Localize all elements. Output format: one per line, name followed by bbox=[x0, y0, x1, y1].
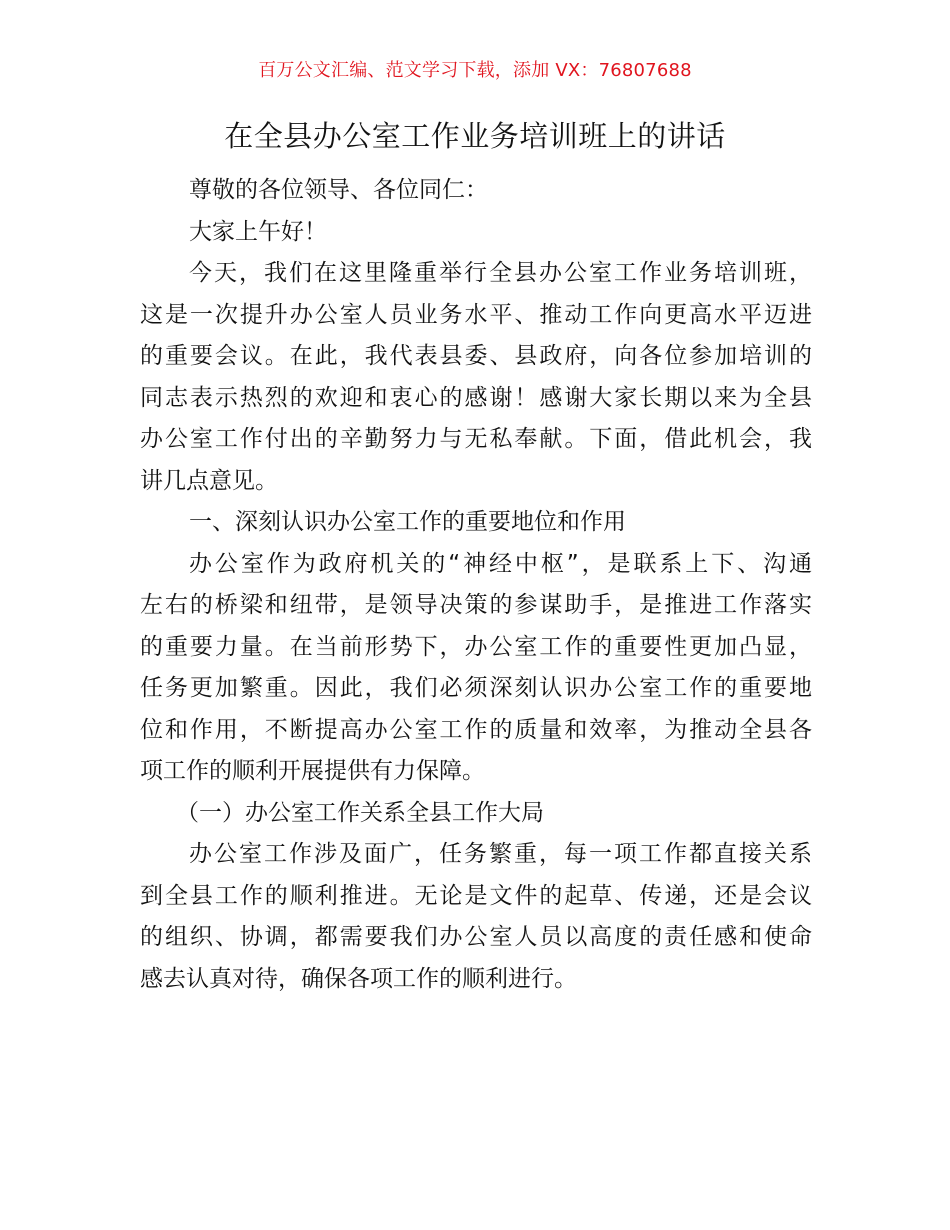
heading-line: 一、深刻认识办公室工作的重要地位和作用 bbox=[189, 509, 626, 535]
greeting bbox=[140, 212, 812, 254]
salutation-line: 尊敬的各位领导、各位同仁： bbox=[189, 177, 488, 203]
document-body bbox=[140, 170, 812, 1000]
text-line: 的重要会议。在此，我代表县委、县政府，向各位参加培训的 bbox=[140, 343, 812, 369]
salutation bbox=[140, 170, 812, 212]
subsection-heading-1 bbox=[140, 793, 812, 835]
text-line: 今天，我们在这里隆重举行全县办公室工作业务培训班， bbox=[189, 260, 812, 286]
paragraph-subsection-1 bbox=[140, 834, 812, 1000]
heading-line: （一）办公室工作关系全县工作大局 bbox=[176, 799, 544, 826]
text-line: 办公室工作涉及面广，任务繁重，每一项工作都直接关系 bbox=[189, 841, 812, 867]
text-line: 这是一次提升办公室人员业务水平、推动工作向更高水平迈进 bbox=[140, 301, 812, 328]
document-title: 在全县办公室工作业务培训班上的讲话 bbox=[224, 119, 726, 153]
text-line: 项工作的顺利开展提供有力保障。 bbox=[140, 758, 485, 784]
text-line: 到全县工作的顺利推进。无论是文件的起草、传递，还是会议 bbox=[140, 882, 812, 909]
text-line: 位和作用，不断提高办公室工作的质量和效率，为推动全县各 bbox=[140, 716, 812, 743]
text-line: 同志表示热烈的欢迎和衷心的感谢！感谢大家长期以来为全县 bbox=[140, 384, 812, 411]
text-line: 感去认真对待，确保各项工作的顺利进行。 bbox=[140, 965, 577, 992]
text-line: 的重要力量。在当前形势下，办公室工作的重要性更加凸显， bbox=[140, 633, 812, 660]
text-line: 讲几点意见。 bbox=[140, 467, 278, 494]
text-line: 左右的桥梁和纽带，是领导决策的参谋助手，是推进工作落实 bbox=[140, 592, 812, 618]
text-line: 的组织、协调，都需要我们办公室人员以高度的责任感和使命 bbox=[140, 924, 812, 950]
section-heading-1 bbox=[140, 502, 812, 544]
paragraph-section-1 bbox=[140, 544, 812, 793]
text-line: 办公室工作付出的辛勤努力与无私奉献。下面，借此机会，我 bbox=[140, 426, 812, 452]
text-line: 办公室作为政府机关的“神经中枢”，是联系上下、沟通 bbox=[189, 550, 812, 577]
watermark-banner: 百万公文汇编、范文学习下载，添加 VX：76807688 bbox=[258, 60, 692, 81]
greeting-line: 大家上午好！ bbox=[189, 218, 327, 245]
paragraph-intro bbox=[140, 253, 812, 502]
text-line: 任务更加繁重。因此，我们必须深刻认识办公室工作的重要地 bbox=[140, 675, 812, 701]
